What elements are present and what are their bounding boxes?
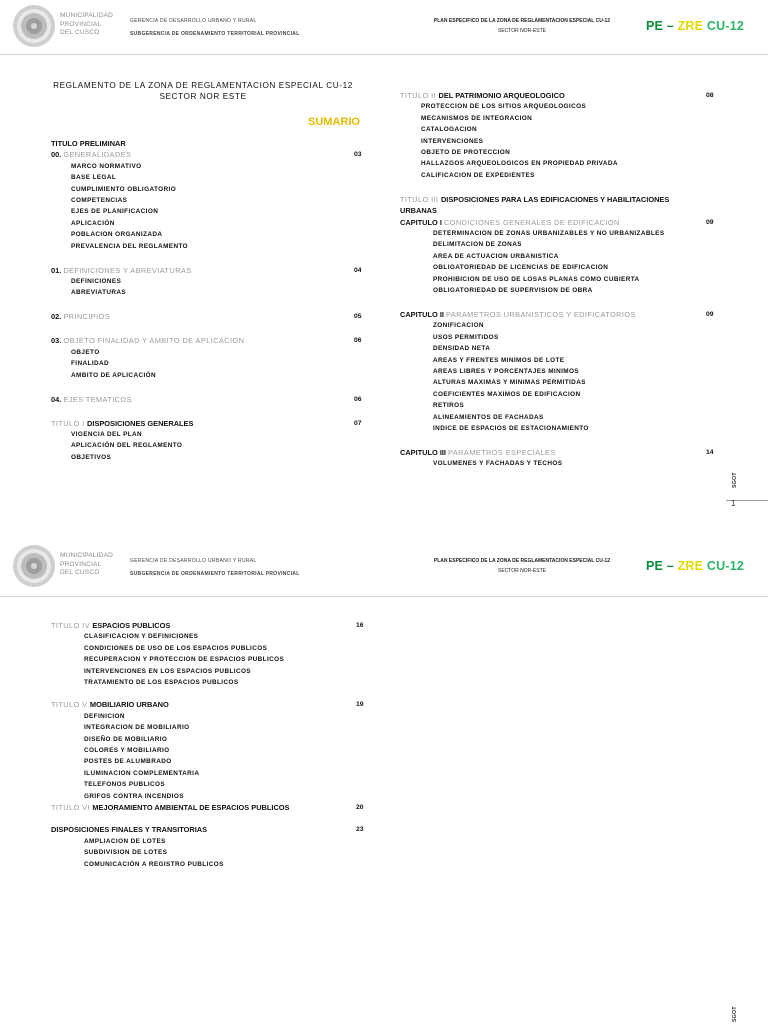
toc-item: CLASIFICACION Y DEFINICIONES [84, 633, 199, 641]
page-header [0, 0, 768, 50]
toc-item: TRATAMIENTO DE LOS ESPACIOS PUBLICOS [84, 679, 239, 686]
toc-heading-part: EJES TEMATICOS [63, 394, 132, 404]
toc-heading-part: CAPITULO I [400, 217, 444, 227]
toc-item: OBLIGATORIEDAD DE LICENCIAS DE EDIFICACION [433, 264, 609, 272]
toc-heading [400, 449, 556, 457]
toc-item: ABREVIATURAS [71, 289, 127, 297]
toc-heading [400, 207, 437, 215]
toc-item: POBLACION ORGANIZADA [71, 231, 163, 239]
toc-item: GRIFOS CONTRA INCENDIOS [84, 792, 184, 800]
toc-item: CUMPLIMIENTO OBLIGATORIO [71, 185, 177, 193]
toc-heading-part: TITULO IV [51, 621, 93, 630]
toc-heading-part: TITULO VI [51, 803, 93, 812]
toc-item: DISEÑO DE MOBILIARIO [84, 735, 168, 743]
toc-heading [51, 396, 132, 404]
toc-heading-part: MOBILIARIO URBANO [89, 700, 169, 710]
toc-item: RETIROS [433, 402, 465, 410]
toc-heading [400, 311, 636, 319]
page-header [0, 540, 768, 590]
toc-item: OBJETIVOS [71, 453, 112, 461]
header-divider [0, 54, 768, 55]
toc-heading-part: GENERALIDADES [63, 150, 132, 160]
toc-heading [400, 92, 565, 100]
toc-item: INTERVENCIONES EN LOS ESPACIOS PUBLICOS [84, 667, 251, 675]
toc-item: PREVALENCIA DEL REGLAMENTO [71, 242, 189, 250]
plan-title: PLAN ESPECIFICO DE LA ZONA DE REGLAMENTACION ESPECIAL CU-12 SECTOR NOR-ESTE [433, 18, 611, 34]
page-number: 1 [731, 499, 736, 508]
toc-item: ZONIFICACION [433, 322, 484, 330]
toc-heading [51, 337, 244, 345]
toc-item: MECANISMOS DE INTEGRACION [421, 114, 533, 122]
toc-item: VOLUMENES Y FACHADAS Y TECHOS [433, 460, 563, 468]
toc-item: DETERMINACION DE ZONAS URBANIZABLES Y NO URBANIZABLES [433, 230, 665, 237]
toc-item: ALTURAS MAXIMAS Y MINIMAS PERMITIDAS [433, 379, 586, 387]
toc-item: RECUPERACION Y PROTECCION DE ESPACIOS PUBLICOS [84, 656, 285, 664]
toc-heading [400, 196, 669, 204]
toc-page-number: 06 [354, 337, 362, 345]
toc-item: CALIFICACION DE EXPEDIENTES [421, 171, 535, 179]
toc-heading-part: CONDICIONES GENERALES DE EDIFICACION [443, 217, 620, 227]
document-title: REGLAMENTO DE LA ZONA DE REGLAMENTACION ESPECIAL CU-12 SECTOR NOR ESTE [53, 81, 353, 101]
toc-heading [400, 219, 620, 227]
toc-page-number: 09 [706, 218, 714, 226]
toc-item: PROTECCION DE LOS SITIOS ARQUEOLOGICOS [421, 103, 587, 111]
toc-item: ALINEAMIENTOS DE FACHADAS [433, 413, 544, 421]
toc-page-number: 08 [706, 92, 714, 99]
toc-item: HALLAZGOS ARQUEOLOGICOS EN PROPIEDAD PRIVADA [421, 160, 618, 168]
toc-item: COLORES Y MOBILIARIO [84, 747, 170, 754]
toc-item: DEFINICION [84, 712, 125, 720]
toc-item: CATALOGACION [421, 126, 478, 134]
toc-item: USOS PERMITIDOS [433, 333, 499, 341]
toc-item: INTEGRACION DE MOBILIARIO [84, 724, 190, 732]
toc-heading-part: MEJORAMIENTO AMBIENTAL DE ESPACIOS PUBLICOS [92, 803, 290, 812]
toc-item: DELIMITACION DE ZONAS [433, 241, 522, 249]
toc-heading [51, 267, 192, 275]
toc-item: VIGENCIA DEL PLAN [71, 431, 143, 438]
toc-item: AREAS Y FRENTES MINIMOS DE LOTE [433, 356, 565, 364]
toc-heading-part: TITULO II [400, 91, 439, 100]
municipality-name: MUNICIPALIDAD PROVINCIAL DEL CUSCO [60, 552, 114, 576]
municipality-seal-icon [12, 4, 56, 48]
page-2 [0, 540, 768, 1024]
toc-heading [51, 313, 110, 321]
toc-page-number: 16 [356, 622, 364, 629]
toc-heading [51, 701, 169, 709]
toc-heading-part: URBANAS [400, 206, 437, 216]
toc-item: EJES DE PLANIFICACION [71, 208, 159, 216]
toc-item: ILUMINACION COMPLEMENTARIA [84, 769, 200, 777]
toc-heading [51, 622, 170, 630]
toc-heading [51, 826, 207, 834]
toc-item: AREA DE ACTUACION URBANISTICA [433, 252, 559, 260]
toc-item: PROHIBICION DE USO DE LOSAS PLANAS COMO CUBIERTA [433, 275, 640, 283]
plan-title: PLAN ESPECIFICO DE LA ZONA DE REGLAMENTACION ESPECIAL CU-12 SECTOR NOR-ESTE [433, 558, 611, 574]
toc-heading [51, 151, 131, 159]
document-code: PE – ZRE CU-12 [646, 559, 745, 573]
toc-heading-part: TITULO III [400, 194, 441, 204]
toc-heading-part: TITULO PRELIMINAR [51, 139, 126, 148]
toc-item: INTERVENCIONES [421, 137, 484, 145]
toc-heading-part: TITULO V [51, 700, 90, 710]
department-name: GERENCIA DE DESARROLLO URBANO Y RURAL SUBGERENCIA DE ORDENAMIENTO TERRITORIAL PROVINCIAL [130, 18, 300, 37]
toc-item: POSTES DE ALUMBRADO [84, 758, 172, 766]
toc-item: COEFICIENTES MAXIMOS DE EDIFICACION [433, 390, 581, 398]
toc-page-number: 04 [354, 266, 362, 274]
toc-heading [51, 140, 126, 148]
toc-item: SUBDIVISION DE LOTES [84, 849, 168, 857]
toc-page-number: 14 [706, 449, 714, 456]
department-name: GERENCIA DE DESARROLLO URBANO Y RURAL SUBGERENCIA DE ORDENAMIENTO TERRITORIAL PROVINCIAL [130, 558, 300, 577]
toc-heading-part: DEFINICIONES Y ABREVIATURAS [63, 265, 192, 275]
toc-page-number: 05 [354, 313, 362, 321]
toc-page-number: 19 [356, 701, 364, 709]
document-code: PE – ZRE CU-12 [646, 19, 745, 33]
toc-heading-part: PARAMETROS URBANISTICOS Y EDIFICATORIOS [446, 310, 636, 319]
toc-item: TELEFONOS PUBLICOS [84, 781, 166, 789]
toc-item: DEFINICIONES [71, 278, 122, 285]
toc-page-number: 20 [356, 804, 364, 811]
toc-heading-part: ESPACIOS PUBLICOS [92, 621, 171, 630]
toc-heading-part: TITULO I [51, 418, 88, 428]
toc-item: INDICE DE ESPACIOS DE ESTACIONAMIENTO [433, 425, 589, 432]
header-divider [0, 596, 768, 597]
toc-page-number: 23 [356, 826, 364, 834]
toc-item: CONDICIONES DE USO DE LOS ESPACIOS PUBLICOS [84, 644, 268, 652]
toc-item: BASE LEGAL [71, 174, 117, 182]
toc-item: APLICACIÓN [71, 219, 115, 227]
toc-page-number: 06 [354, 395, 362, 403]
municipality-name: MUNICIPALIDAD PROVINCIAL DEL CUSCO [60, 12, 114, 36]
toc-heading-part: OBJETO FINALIDAD Y AMBITO DE APLICACION [63, 336, 245, 346]
toc-item: OBJETO [71, 348, 100, 356]
toc-heading-part: 03. [51, 336, 64, 346]
toc-item: COMPETENCIAS [71, 197, 128, 204]
toc-heading [51, 420, 193, 428]
toc-item: AMBITO DE APLICACIÓN [71, 371, 157, 379]
toc-heading-part: CAPITULO II [400, 310, 446, 319]
toc-page-number: 07 [354, 419, 362, 427]
toc-item: AREAS LIBRES Y PORCENTAJES MINIMOS [433, 368, 580, 375]
sumario-heading: SUMARIO [308, 116, 360, 128]
toc-item: DENSIDAD NETA [433, 345, 491, 353]
toc-page-number: 09 [706, 311, 714, 318]
toc-item: OBLIGATORIEDAD DE SUPERVISION DE OBRA [433, 287, 593, 294]
toc-heading-part: 04. [51, 394, 64, 404]
toc-heading-part: 01. [51, 265, 64, 275]
toc-item: COMUNICACIÓN A REGISTRO PUBLICOS [84, 860, 224, 868]
toc-heading-part: PRINCIPIOS [63, 312, 111, 322]
toc-heading [51, 804, 289, 812]
toc-item: OBJETO DE PROTECCION [421, 149, 511, 156]
toc-heading-part: DEL PATRIMONIO ARQUEOLOGICO [438, 91, 565, 100]
toc-heading-part: DISPOSICIONES FINALES Y TRANSITORIAS [51, 825, 208, 835]
toc-heading-part: DISPOSICIONES GENERALES [87, 418, 194, 428]
municipality-seal-icon [12, 544, 56, 588]
toc-heading-part: 02. [51, 312, 64, 322]
sgot-label: SGOT [732, 1006, 738, 1022]
toc-heading-part: DISPOSICIONES PARA LAS EDIFICACIONES Y HABILITACIONES [440, 194, 670, 204]
toc-page-number: 03 [354, 151, 362, 159]
toc-heading-part: 00. [51, 150, 64, 160]
toc-heading-part: PARAMETROS ESPECIALES [448, 448, 556, 457]
sgot-label: SGOT [732, 472, 738, 488]
toc-heading-part: CAPITULO III [400, 448, 449, 457]
toc-item: AMPLIACION DE LOTES [84, 837, 166, 845]
toc-item: MARCO NORMATIVO [71, 162, 142, 170]
toc-item: FINALIDAD [71, 360, 110, 368]
toc-item: APLICACIÓN DEL REGLAMENTO [71, 442, 183, 450]
